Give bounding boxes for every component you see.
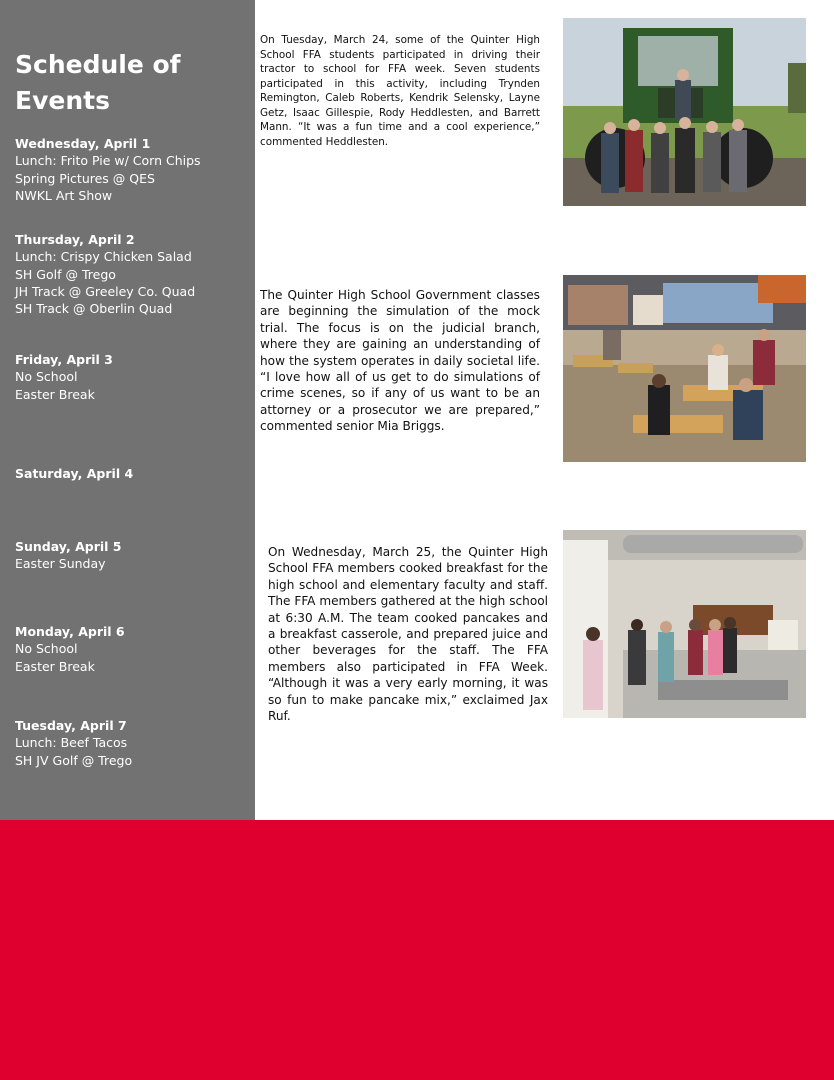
schedule-sidebar bbox=[0, 0, 255, 820]
article-ffa-breakfast: On Wednesday, March 25, the Quinter High School FFA members cooked breakfast for the high school and elementary faculty and staff. The FFA members gathered at the high school at 6:30 A.M. The team cooked pancakes and a breakfast casserole, and prepared juice and other beverages for the staff. The FFA members also participated in FFA Week. “Although it was a very early morning, it was so fun to make pancake mix,” exclaimed Jax Ruf. bbox=[268, 545, 548, 724]
day-saturday bbox=[15, 465, 250, 482]
day-name: Friday, April 3 bbox=[15, 352, 113, 367]
event: SH Golf @ Trego bbox=[15, 266, 116, 282]
event: No School bbox=[15, 369, 78, 385]
day-monday bbox=[15, 623, 250, 675]
day-name: Monday, April 6 bbox=[15, 624, 125, 639]
event: Easter Break bbox=[15, 386, 95, 402]
event: JH Track @ Greeley Co. Quad bbox=[15, 283, 196, 299]
schedule-title: Schedule of Events bbox=[15, 50, 181, 115]
day-friday bbox=[15, 351, 250, 403]
event: SH Track @ Oberlin Quad bbox=[15, 301, 173, 317]
event: Lunch: Beef Tacos bbox=[15, 735, 128, 751]
day-tuesday bbox=[15, 717, 250, 769]
article-mock-trial: The Quinter High School Government classes are beginning the simulation of the mock trial. The focus is on the judicial branch, where they are gaining an understanding of how the system operates in daily societal life. “I love how all of us get to do simulations of crime scenes, so if any of us want to be an attorney or a prosecutor we are prepared,” commented senior Mia Briggs. bbox=[260, 288, 540, 434]
event: Lunch: Crispy Chicken Salad bbox=[15, 249, 192, 265]
event: Easter Sunday bbox=[15, 556, 106, 572]
day-name: Tuesday, April 7 bbox=[15, 718, 127, 733]
event: Easter Break bbox=[15, 658, 95, 674]
event: No School bbox=[15, 641, 78, 657]
event: SH JV Golf @ Trego bbox=[15, 752, 133, 768]
day-name: Thursday, April 2 bbox=[15, 232, 135, 247]
day-name: Wednesday, April 1 bbox=[15, 136, 151, 151]
day-name: Sunday, April 5 bbox=[15, 539, 122, 554]
day-name: Saturday, April 4 bbox=[15, 466, 134, 481]
tractor-photo bbox=[563, 18, 806, 206]
article-tractor-day: On Tuesday, March 24, some of the Quinter High School FFA students participated in driving their tractor to school for FFA week. Seven students participated in this activity, including Trynden Remington, Caleb Roberts, Kendrik Selensky, Layne Getz, Isaac Gillespie, Rody Heddlesten, and Barrett Mann. “It was a fun time and a cool experience,” commented Heddlesten. bbox=[260, 34, 540, 148]
event: NWKL Art Show bbox=[15, 187, 113, 203]
event: Lunch: Frito Pie w/ Corn Chips bbox=[15, 153, 201, 169]
footer-band bbox=[0, 820, 834, 1080]
day-thursday bbox=[15, 231, 250, 317]
classroom-photo bbox=[563, 275, 806, 462]
kitchen-photo bbox=[563, 530, 806, 718]
day-sunday bbox=[15, 538, 250, 573]
day-wednesday bbox=[15, 135, 250, 204]
event: Spring Pictures @ QES bbox=[15, 170, 155, 186]
